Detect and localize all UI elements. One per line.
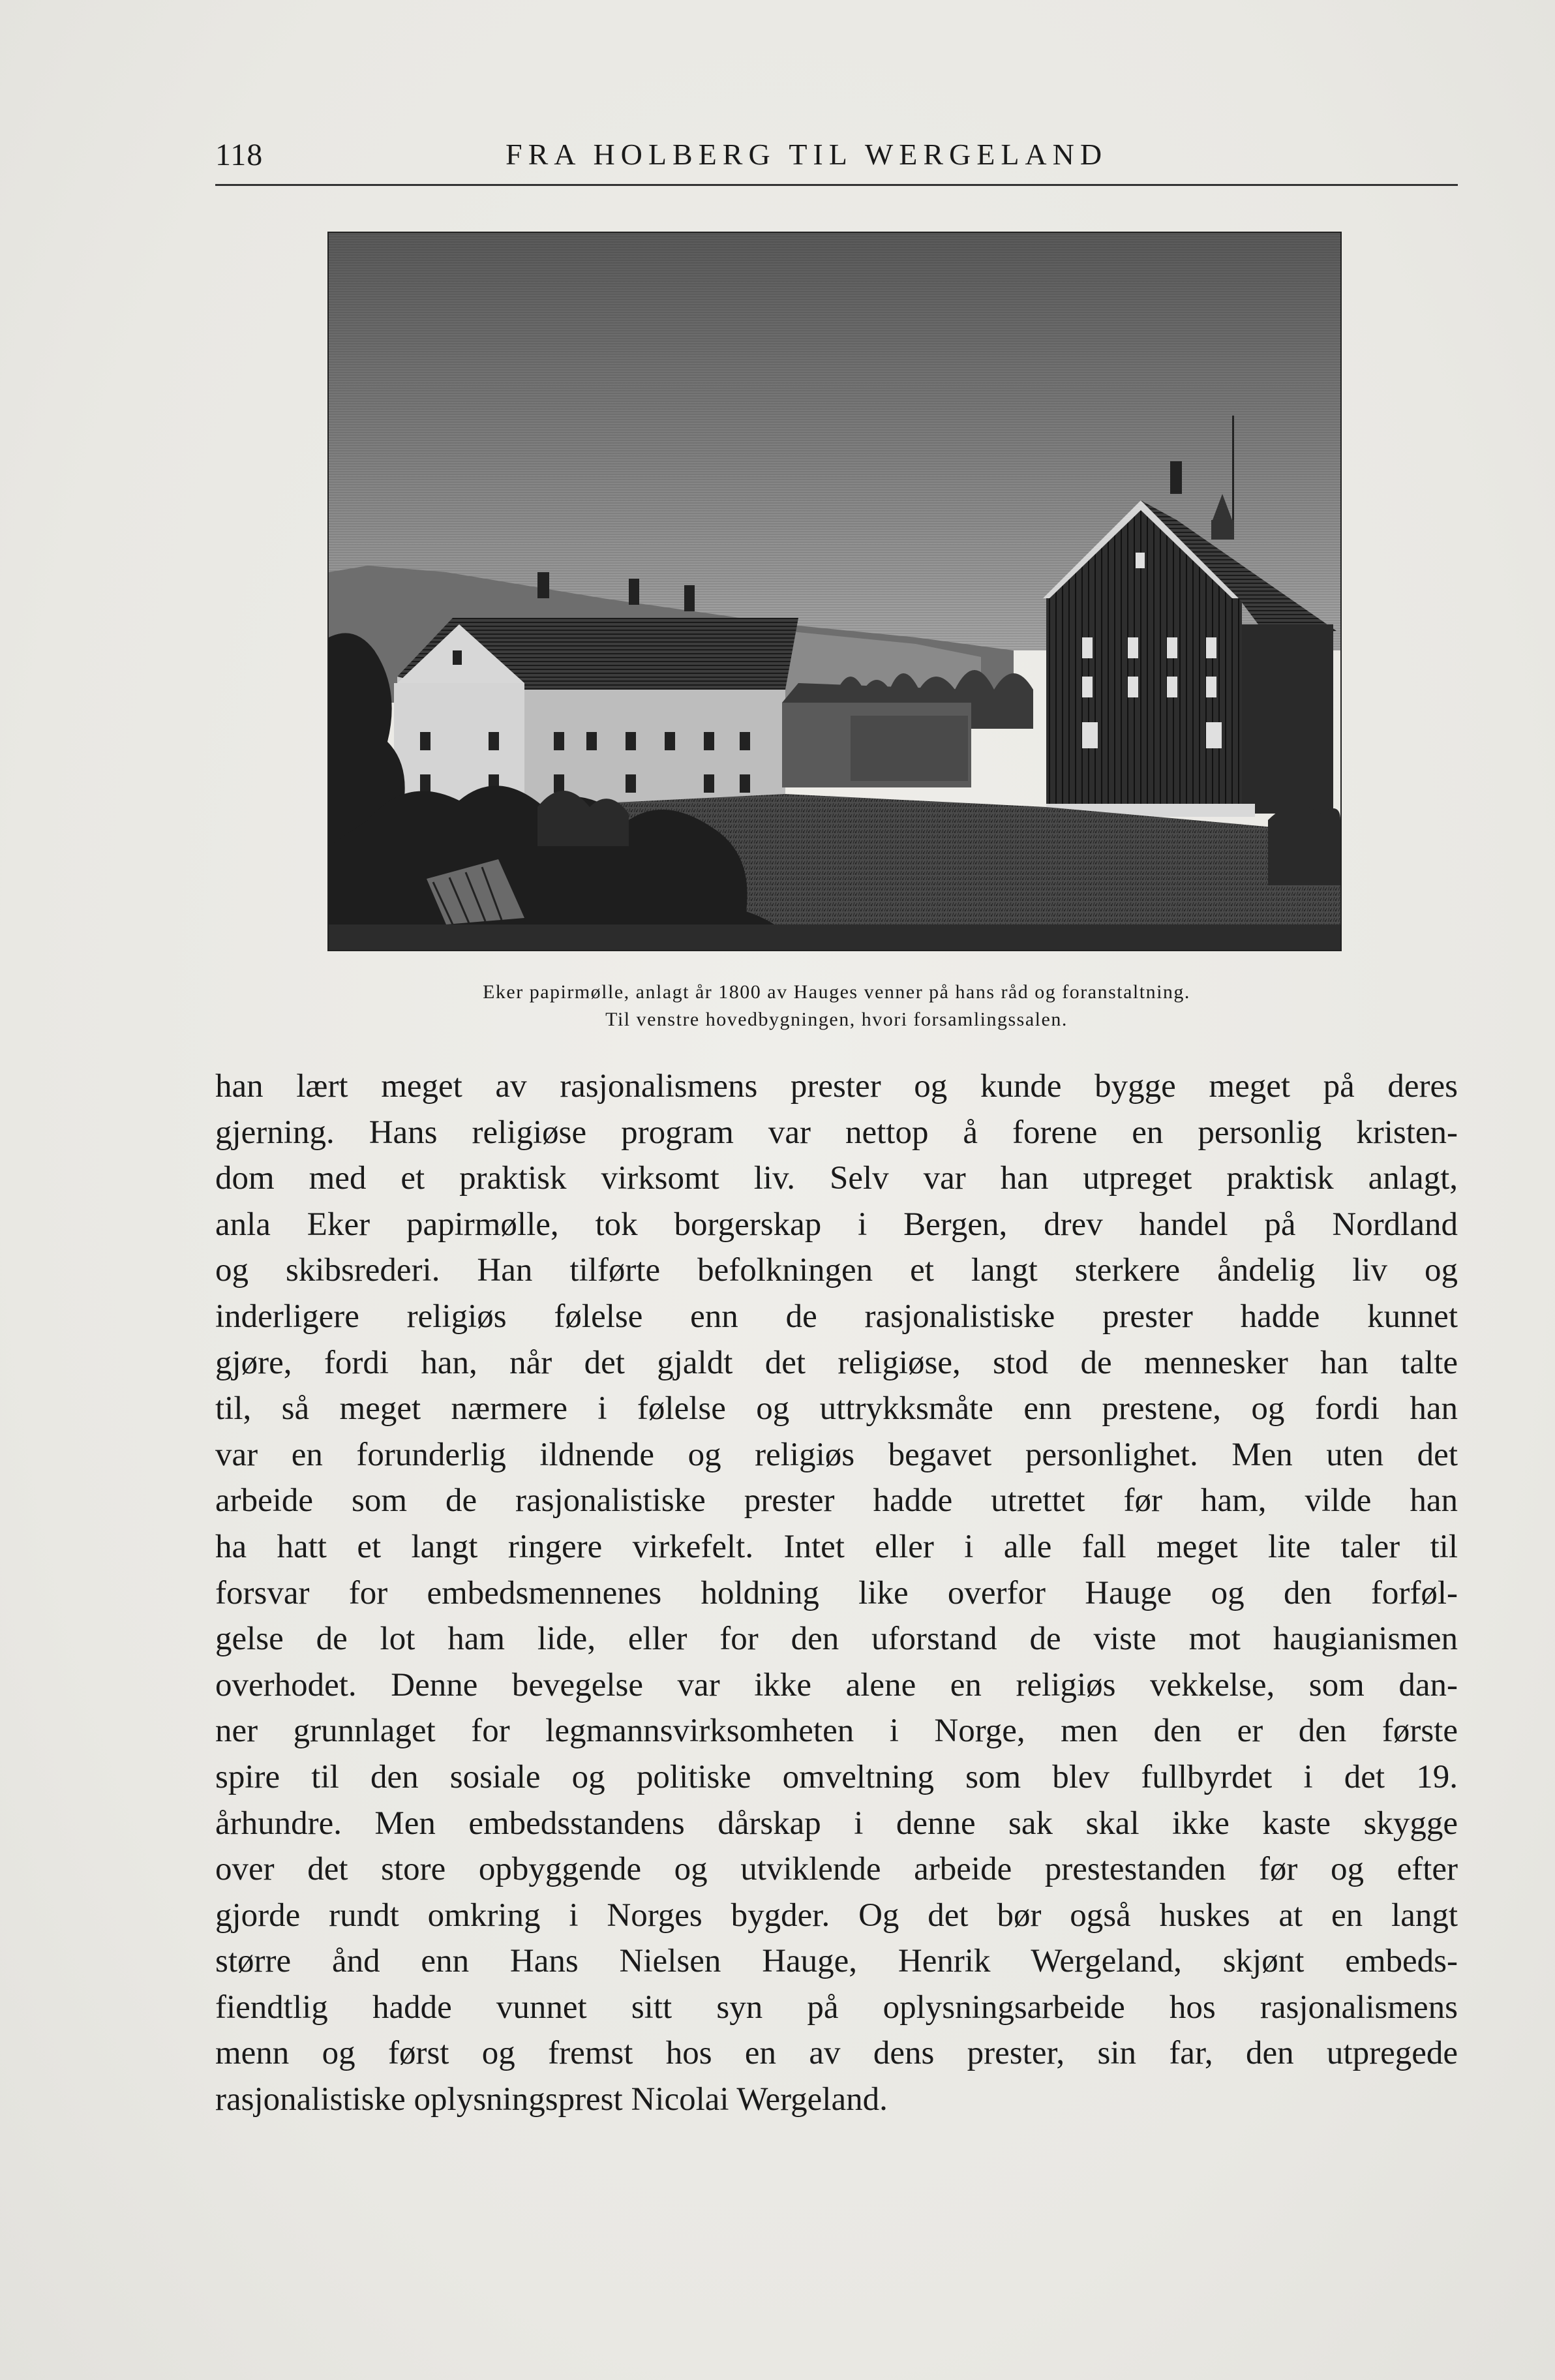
text-line: var en forunderlig ildnende og religiøs begavet personlighet. Men uten det <box>215 1436 1458 1473</box>
figure-paper-mill-engraving <box>327 232 1342 951</box>
text-line: ner grunnlaget for legmannsvirksomheten i Norge, men den er den første <box>215 1713 1458 1750</box>
header-rule <box>215 184 1458 186</box>
running-title: FRA HOLBERG TIL WERGELAND <box>506 138 1108 171</box>
figure-caption <box>215 979 1458 1033</box>
text-line: fiendtlig hadde vunnet sitt syn på oplysningsarbeide hos rasjonalismens <box>215 1989 1458 2026</box>
text-line: anla Eker papirmølle, tok borgerskap i Bergen, drev handel på Nordland <box>215 1206 1458 1243</box>
page-number: 118 <box>215 138 264 172</box>
caption-line-1: Eker papirmølle, anlagt år 1800 av Hauges venner på hans råd og foranstaltning. <box>483 981 1190 1003</box>
text-line: større ånd enn Hans Nielsen Hauge, Henrik Wergeland, skjønt embeds- <box>215 1943 1458 1980</box>
text-line: gjerning. Hans religiøse program var nettop å forene en personlig kristen- <box>215 1114 1458 1151</box>
text-line: og skibsrederi. Han tilførte befolkningen et langt sterkere åndelig liv og <box>215 1252 1458 1289</box>
text-line: han lært meget av rasjonalismens prester og kunde bygge meget på deres <box>215 1068 1458 1105</box>
page-header <box>215 130 1458 183</box>
text-line: århundre. Men embedsstandens dårskap i denne sak skal ikke kaste skygge <box>215 1805 1458 1842</box>
text-line: rasjonalistiske oplysningsprest Nicolai Wergeland. <box>215 2081 888 2118</box>
text-line: forsvar for embedsmennenes holdning like overfor Hauge og den forføl- <box>215 1574 1458 1611</box>
text-line: gjøre, fordi han, når det gjaldt det religiøse, stod de mennesker han talte <box>215 1344 1458 1381</box>
text-line: inderligere religiøs følelse enn de rasjonalistiske prester hadde kunnet <box>215 1298 1458 1335</box>
text-line: spire til den sosiale og politiske omveltning som blev fullbyrdet i det 19. <box>215 1758 1458 1795</box>
text-line: ha hatt et langt ringere virkefelt. Intet eller i alle fall meget lite taler til <box>215 1528 1458 1565</box>
caption-line-2: Til venstre hovedbygningen, hvori forsamlingssalen. <box>605 1009 1068 1030</box>
text-line: dom med et praktisk virksomt liv. Selv var han utpreget praktisk anlagt, <box>215 1160 1458 1197</box>
text-line: gjorde rundt omkring i Norges bygder. Og det bør også huskes at en langt <box>215 1897 1458 1934</box>
text-line: overhodet. Denne bevegelse var ikke alene en religiøs vekkelse, som dan- <box>215 1666 1458 1703</box>
outbuildings <box>782 683 971 787</box>
text-line: menn og først og fremst hos en av dens prester, sin far, den utpregede <box>215 2035 1458 2072</box>
text-line: til, så meget nærmere i følelse og uttrykksmåte enn prestene, og fordi han <box>215 1390 1458 1427</box>
body-text <box>215 1063 1458 2123</box>
text-line: gelse de lot ham lide, eller for den uforstand de viste mot haugianismen <box>215 1621 1458 1658</box>
text-line: over det store opbyggende og utviklende arbeide prestestanden før og efter <box>215 1851 1458 1888</box>
text-line: arbeide som de rasjonalistiske prester hadde utrettet før ham, vilde han <box>215 1482 1458 1519</box>
engraving-illustration <box>329 233 1340 950</box>
